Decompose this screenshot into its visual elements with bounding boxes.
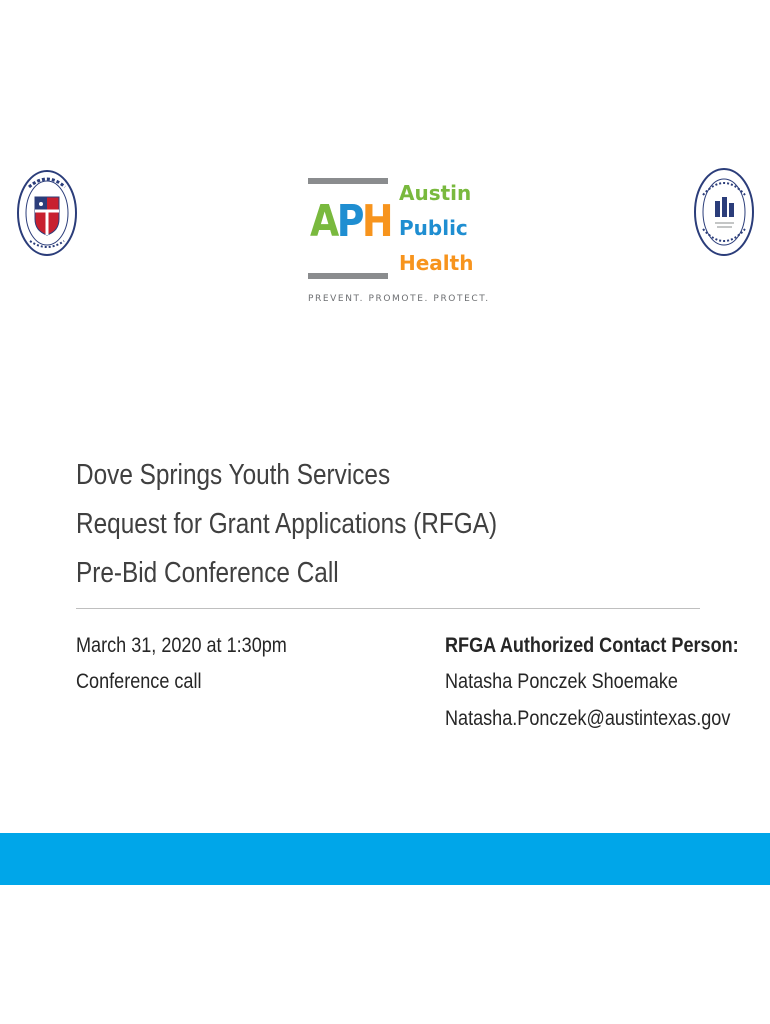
aph-word-public: Public bbox=[399, 216, 468, 240]
title-line-2: Request for Grant Applications (RFGA) bbox=[76, 508, 498, 540]
meeting-type: Conference call bbox=[76, 670, 202, 693]
contact-name: Natasha Ponczek Shoemake bbox=[445, 670, 678, 693]
aph-letters bbox=[310, 196, 391, 247]
title-divider bbox=[76, 608, 700, 609]
austin-public-health-logo bbox=[308, 178, 490, 308]
aph-letter-p: P bbox=[336, 196, 362, 247]
contact-email[interactable]: Natasha.Ponczek@austintexas.gov bbox=[445, 707, 731, 730]
aph-letter-a: A bbox=[310, 196, 337, 247]
title-line-3: Pre-Bid Conference Call bbox=[76, 557, 339, 589]
footer-blue-band bbox=[0, 833, 770, 885]
contact-heading: RFGA Authorized Contact Person: bbox=[445, 634, 739, 657]
aph-tagline: PREVENT. PROMOTE. PROTECT. bbox=[308, 294, 490, 304]
meeting-date: March 31, 2020 at 1:30pm bbox=[76, 634, 287, 657]
title-line-1: Dove Springs Youth Services bbox=[76, 459, 391, 491]
city-of-austin-seal-icon bbox=[16, 169, 78, 257]
aph-letter-h: H bbox=[361, 196, 391, 247]
phab-accreditation-seal-icon bbox=[693, 167, 755, 257]
aph-word-austin: Austin bbox=[399, 181, 472, 205]
aph-top-bar bbox=[308, 178, 388, 184]
aph-word-health: Health bbox=[399, 251, 474, 275]
aph-bottom-bar bbox=[308, 273, 388, 279]
